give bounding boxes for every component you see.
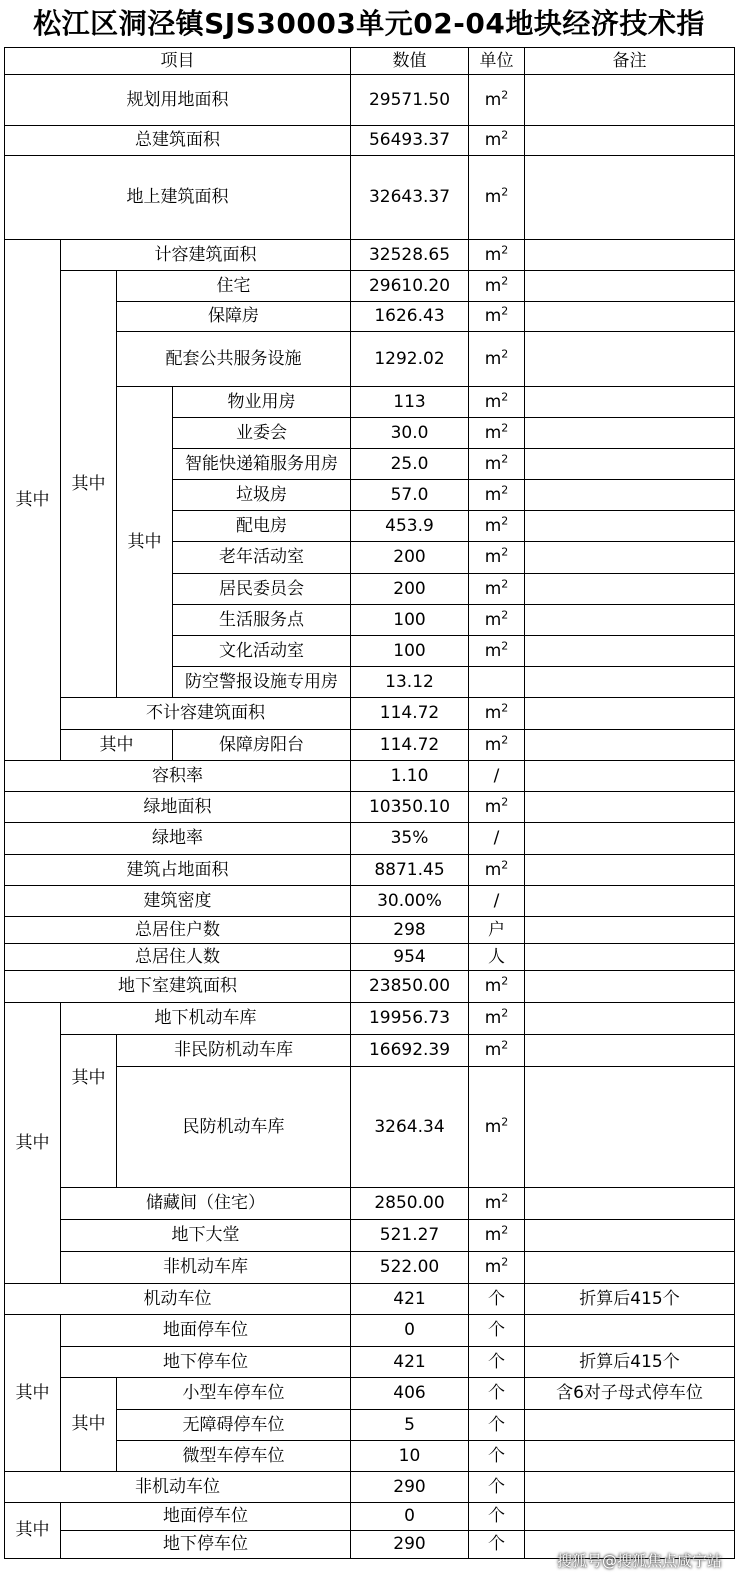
row-value: 16692.39 [351, 1035, 469, 1067]
table-row [5, 886, 735, 917]
row-unit: / [469, 761, 525, 792]
row-note [525, 636, 735, 667]
header-row [5, 48, 735, 75]
row-unit: $m^2$ [469, 449, 525, 480]
row-note: 含6对子母式停车位 [525, 1378, 735, 1410]
row-unit: $m^2$ [469, 1252, 525, 1284]
table-row [5, 1252, 735, 1284]
row-note [525, 1035, 735, 1067]
row-value: 57.0 [351, 480, 469, 511]
row-label: 规划用地面积 [5, 75, 351, 126]
row-note [525, 156, 735, 240]
row-note [525, 886, 735, 917]
row-note [525, 971, 735, 1003]
row-value: 114.72 [351, 698, 469, 730]
row-note [525, 418, 735, 449]
row-note: 折算后415个 [525, 1347, 735, 1378]
row-label: 生活服务点 [173, 605, 351, 636]
row-value: 30.0 [351, 418, 469, 449]
row-note [525, 302, 735, 332]
row-note [525, 1441, 735, 1472]
row-value: 13.12 [351, 667, 469, 698]
row-label: 总居住人数 [5, 944, 351, 971]
row-label: 计容建筑面积 [61, 240, 351, 271]
row-unit: $m^2$ [469, 418, 525, 449]
row-note [525, 944, 735, 971]
table-row [5, 698, 735, 730]
row-value: 100 [351, 636, 469, 667]
row-unit: / [469, 823, 525, 855]
row-value: 25.0 [351, 449, 469, 480]
row-label: 老年活动室 [173, 542, 351, 574]
row-note [525, 511, 735, 542]
row-value: 23850.00 [351, 971, 469, 1003]
row-value: 298 [351, 917, 469, 944]
row-unit: $m^2$ [469, 1067, 525, 1188]
row-unit: $m^2$ [469, 971, 525, 1003]
header-unit: 单位 [469, 48, 525, 75]
row-label: 文化活动室 [173, 636, 351, 667]
group-label: 其中 [61, 1035, 117, 1188]
row-value: 200 [351, 542, 469, 574]
row-unit: 个 [469, 1410, 525, 1441]
row-note [525, 917, 735, 944]
row-unit: $m^2$ [469, 240, 525, 271]
group-label: 其中 [5, 1003, 61, 1284]
row-value: 10350.10 [351, 792, 469, 823]
row-unit: / [469, 886, 525, 917]
table-row [5, 855, 735, 886]
row-value: 19956.73 [351, 1003, 469, 1035]
table-row [5, 917, 735, 944]
table-row [5, 1284, 735, 1315]
row-label: 智能快递箱服务用房 [173, 449, 351, 480]
row-note: 折算后415个 [525, 1284, 735, 1315]
row-value: 421 [351, 1284, 469, 1315]
row-value: 10 [351, 1441, 469, 1472]
row-value: 290 [351, 1472, 469, 1503]
row-value: 113 [351, 387, 469, 418]
row-label: 地下室建筑面积 [5, 971, 351, 1003]
row-value: 56493.37 [351, 126, 469, 156]
row-value: 421 [351, 1347, 469, 1378]
row-value: 1626.43 [351, 302, 469, 332]
row-label: 建筑密度 [5, 886, 351, 917]
row-note [525, 792, 735, 823]
row-note [525, 730, 735, 761]
row-value: 100 [351, 605, 469, 636]
table-row [5, 944, 735, 971]
row-unit: 个 [469, 1347, 525, 1378]
row-unit: 个 [469, 1472, 525, 1503]
row-note [525, 480, 735, 511]
row-unit: $m^2$ [469, 730, 525, 761]
row-value: 290 [351, 1531, 469, 1559]
group-label: 其中 [5, 240, 61, 761]
row-label: 绿地面积 [5, 792, 351, 823]
row-label: 小型车停车位 [117, 1378, 351, 1410]
indicator-table [4, 47, 735, 1559]
row-note [525, 823, 735, 855]
row-note [525, 1472, 735, 1503]
header-value: 数值 [351, 48, 469, 75]
row-note [525, 761, 735, 792]
table-row [5, 1220, 735, 1252]
row-unit: $m^2$ [469, 636, 525, 667]
row-unit: 人 [469, 944, 525, 971]
row-label: 储藏间（住宅） [61, 1188, 351, 1220]
row-value: 29610.20 [351, 271, 469, 302]
row-note [525, 240, 735, 271]
row-note [525, 855, 735, 886]
row-label: 机动车位 [5, 1284, 351, 1315]
row-unit: $m^2$ [469, 1188, 525, 1220]
row-label: 地下停车位 [61, 1531, 351, 1559]
row-note [525, 1410, 735, 1441]
row-note [525, 574, 735, 605]
table-row [5, 75, 735, 126]
watermark-text: 搜狐号@搜狐焦点咸宁站 [556, 1552, 722, 1570]
group-label: 其中 [5, 1503, 61, 1559]
row-unit: 个 [469, 1531, 525, 1559]
row-unit: $m^2$ [469, 1003, 525, 1035]
row-label: 总居住户数 [5, 917, 351, 944]
row-label: 无障碍停车位 [117, 1410, 351, 1441]
table-row [5, 1035, 735, 1067]
row-unit: $m^2$ [469, 156, 525, 240]
table-row [5, 240, 735, 271]
row-note [525, 1220, 735, 1252]
row-unit: 户 [469, 917, 525, 944]
row-value: 3264.34 [351, 1067, 469, 1188]
row-label: 非机动车位 [5, 1472, 351, 1503]
row-unit: $m^2$ [469, 480, 525, 511]
row-label: 地下大堂 [61, 1220, 351, 1252]
row-unit: $m^2$ [469, 1220, 525, 1252]
group-label: 其中 [117, 387, 173, 698]
table-row [5, 730, 735, 761]
row-value: 522.00 [351, 1252, 469, 1284]
row-note [525, 1315, 735, 1347]
row-value: 954 [351, 944, 469, 971]
table-row [5, 156, 735, 240]
row-note [525, 449, 735, 480]
row-label: 防空警报设施专用房 [173, 667, 351, 698]
row-note [525, 126, 735, 156]
row-unit: $m^2$ [469, 1035, 525, 1067]
row-label: 微型车停车位 [117, 1441, 351, 1472]
row-label: 业委会 [173, 418, 351, 449]
row-unit: $m^2$ [469, 792, 525, 823]
table-row [5, 1315, 735, 1347]
table-row [5, 761, 735, 792]
row-value: 1.10 [351, 761, 469, 792]
row-unit: $m^2$ [469, 542, 525, 574]
row-unit: $m^2$ [469, 75, 525, 126]
row-unit: $m^2$ [469, 605, 525, 636]
row-note [525, 1067, 735, 1188]
row-unit: $m^2$ [469, 302, 525, 332]
row-value: 29571.50 [351, 75, 469, 126]
row-label: 绿地率 [5, 823, 351, 855]
row-value: 521.27 [351, 1220, 469, 1252]
group-label: 其中 [61, 730, 173, 761]
document-title: 松江区洞泾镇SJS30003单元02-04地块经济技术指 [33, 7, 705, 40]
table-row [5, 1003, 735, 1035]
row-label: 配电房 [173, 511, 351, 542]
row-note [525, 542, 735, 574]
row-note [525, 605, 735, 636]
row-label: 非民防机动车库 [117, 1035, 351, 1067]
row-unit: $m^2$ [469, 855, 525, 886]
row-value: 406 [351, 1378, 469, 1410]
table-row [5, 971, 735, 1003]
table-row [5, 271, 735, 302]
row-value: 5 [351, 1410, 469, 1441]
row-label: 不计容建筑面积 [61, 698, 351, 730]
row-note [525, 698, 735, 730]
row-label: 地下停车位 [61, 1347, 351, 1378]
row-unit: $m^2$ [469, 698, 525, 730]
row-note [525, 271, 735, 302]
row-label: 住宅 [117, 271, 351, 302]
row-unit: 个 [469, 1284, 525, 1315]
row-label: 非机动车库 [61, 1252, 351, 1284]
row-unit: $m^2$ [469, 126, 525, 156]
row-unit: 个 [469, 1503, 525, 1531]
table-row [5, 1503, 735, 1531]
row-value: 114.72 [351, 730, 469, 761]
row-value: 30.00% [351, 886, 469, 917]
row-unit: 个 [469, 1378, 525, 1410]
table-row [5, 1188, 735, 1220]
row-note [525, 1003, 735, 1035]
row-label: 物业用房 [173, 387, 351, 418]
row-unit: 个 [469, 1315, 525, 1347]
row-note [525, 75, 735, 126]
group-label: 其中 [61, 271, 117, 698]
row-label: 总建筑面积 [5, 126, 351, 156]
row-label: 配套公共服务设施 [117, 332, 351, 387]
row-note [525, 1188, 735, 1220]
row-label: 建筑占地面积 [5, 855, 351, 886]
group-label: 其中 [5, 1315, 61, 1472]
row-unit [469, 667, 525, 698]
row-value: 2850.00 [351, 1188, 469, 1220]
row-unit: $m^2$ [469, 511, 525, 542]
table-row [5, 1378, 735, 1410]
header-item: 项目 [5, 48, 351, 75]
row-unit: $m^2$ [469, 574, 525, 605]
row-unit: $m^2$ [469, 332, 525, 387]
row-label: 容积率 [5, 761, 351, 792]
row-value: 0 [351, 1503, 469, 1531]
row-label: 地下机动车库 [61, 1003, 351, 1035]
row-value: 453.9 [351, 511, 469, 542]
row-label: 地面停车位 [61, 1315, 351, 1347]
row-label: 居民委员会 [173, 574, 351, 605]
table-row [5, 1347, 735, 1378]
row-value: 32528.65 [351, 240, 469, 271]
row-label: 垃圾房 [173, 480, 351, 511]
row-label: 地面停车位 [61, 1503, 351, 1531]
header-note: 备注 [525, 48, 735, 75]
row-value: 200 [351, 574, 469, 605]
table-row [5, 792, 735, 823]
row-unit: $m^2$ [469, 271, 525, 302]
row-value: 8871.45 [351, 855, 469, 886]
row-note [525, 1503, 735, 1531]
row-unit: $m^2$ [469, 387, 525, 418]
row-note [525, 1252, 735, 1284]
table-row [5, 1472, 735, 1503]
row-value: 32643.37 [351, 156, 469, 240]
row-value: 0 [351, 1315, 469, 1347]
row-value: 35% [351, 823, 469, 855]
group-label: 其中 [61, 1378, 117, 1472]
row-note [525, 387, 735, 418]
row-label: 保障房 [117, 302, 351, 332]
row-note [525, 332, 735, 387]
table-row [5, 823, 735, 855]
row-label: 地上建筑面积 [5, 156, 351, 240]
row-label: 保障房阳台 [173, 730, 351, 761]
table-row [5, 126, 735, 156]
row-unit: 个 [469, 1441, 525, 1472]
row-label: 民防机动车库 [117, 1067, 351, 1188]
row-note [525, 667, 735, 698]
row-value: 1292.02 [351, 332, 469, 387]
